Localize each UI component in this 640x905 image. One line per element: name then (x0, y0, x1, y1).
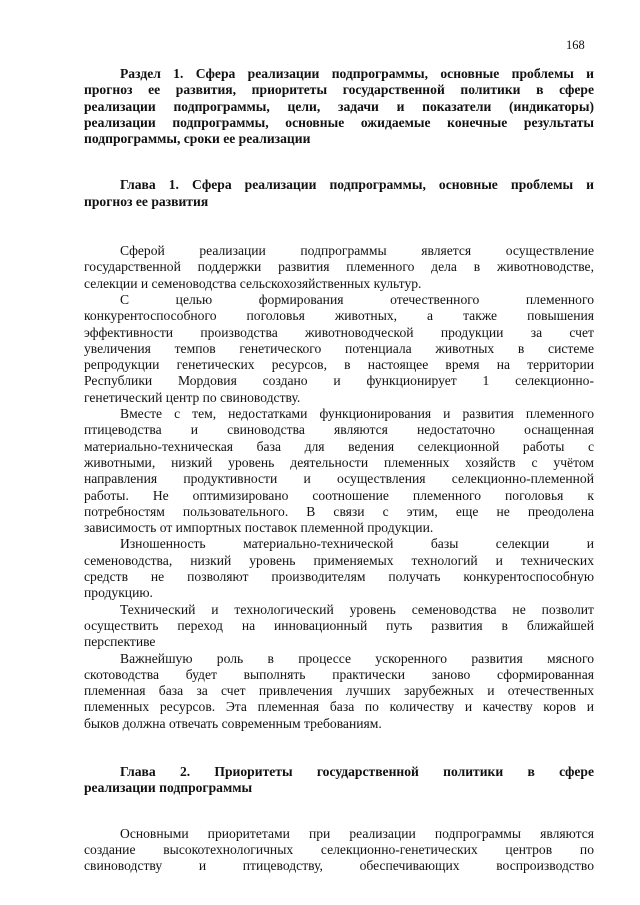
text-line: племенная база за счет привлечения лучших зарубежных и отечественных (84, 683, 594, 699)
text-line: репродукции генетических ресурсов, в настоящее время на территории (84, 357, 594, 373)
text-line: Основными приоритетами при реализации подпрограммы являются (120, 825, 594, 841)
text-line: семеноводства, низкий уровень применяемых технологий и технических (84, 552, 594, 568)
heading-line: Глава 1. Сфера реализации подпрограммы, основные проблемы и (120, 177, 594, 193)
heading-line: прогноз ее развития (84, 193, 209, 209)
text-line: Технический и технологический уровень семеноводства не позволит (120, 601, 594, 617)
paragraph (84, 602, 594, 651)
document-body (84, 66, 594, 874)
text-line: С целью формирования отечественного племенного (120, 291, 594, 307)
text-line: конкурентоспособного поголовья животных, а также повышения (84, 308, 594, 324)
heading-line: прогноз ее развития, приоритеты государственной политики в сфере (84, 82, 594, 98)
text-line: Важнейшую роль в процессе ускоренного развития мясного (120, 650, 594, 666)
heading-line: реализации подпрограммы, основные ожидаемые конечные результаты (84, 114, 594, 130)
text-line: увеличения темпов генетического потенциала животных в системе (84, 340, 594, 356)
text-line: Республики Мордовия создано и функционирует 1 селекционно- (84, 373, 594, 389)
text-line: генетический центр по свиноводству. (84, 389, 301, 405)
heading-line: Глава 2. Приоритеты государственной политики в сфере (120, 763, 594, 779)
text-line: птицеводства и свиноводства являются недостаточно оснащенная (84, 422, 594, 438)
paragraph (84, 536, 594, 601)
text-line: селекции и семеноводства сельскохозяйственных культур. (84, 275, 422, 291)
heading-line: Раздел 1. Сфера реализации подпрограммы, основные проблемы и (120, 66, 594, 81)
text-line: государственной поддержки развития племенного дела в животноводстве, (84, 259, 594, 275)
heading-line: реализации подпрограммы, цели, задачи и показатели (индикаторы) (84, 98, 594, 114)
text-line: быков должна отвечать современным требованиям. (84, 715, 382, 731)
heading-line: реализации подпрограммы (84, 780, 253, 796)
text-line: потребностям пользовательного. В связи с этим, еще не преодолена (84, 503, 594, 519)
text-line: свиноводству и птицеводству, обеспечивающих воспроизводство (84, 858, 594, 874)
paragraph (84, 826, 594, 875)
text-line: перспективе (84, 634, 156, 650)
text-line: средств не позволяют производителям получать конкурентоспособную (84, 569, 594, 585)
text-line: зависимость от импортных поставок племенной продукции. (84, 520, 434, 536)
text-line: Сферой реализации подпрограммы является осуществление (120, 243, 594, 259)
paragraph (84, 243, 594, 292)
text-line: направления продуктивности и осуществления селекционно-племенной (84, 471, 594, 487)
section-heading (84, 66, 594, 147)
chapter-2-heading (84, 764, 594, 797)
text-line: продукцию. (84, 585, 153, 601)
page-number: 168 (566, 38, 585, 52)
text-line: Изношенность материально-технической базы селекции и (120, 536, 594, 552)
text-line: осуществить переход на инновационный путь развития в ближайшей (84, 617, 594, 633)
text-line: эффективности производства животноводческой продукции за счет (84, 324, 594, 340)
text-line: Вместе с тем, недостатками функционирования и развития племенного (120, 406, 594, 422)
heading-line: подпрограммы, сроки ее реализации (84, 131, 311, 147)
text-line: создание высокотехнологичных селекционно-генетических центров по (84, 841, 594, 857)
text-line: племенных ресурсов. Эта племенная база по количеству и качеству коров и (84, 699, 594, 715)
text-line: животными, низкий уровень деятельности племенных хозяйств с учётом (84, 454, 594, 470)
text-line: скотоводства будет выполнять практически заново сформированная (84, 666, 594, 682)
text-line: работы. Не оптимизировано соотношение племенного поголовья к (84, 487, 594, 503)
paragraph (84, 406, 594, 536)
paragraph (84, 292, 594, 406)
text-line: материально-техническая база для ведения селекционной работы с (84, 438, 594, 454)
paragraph (84, 651, 594, 732)
chapter-1-heading (84, 177, 594, 210)
